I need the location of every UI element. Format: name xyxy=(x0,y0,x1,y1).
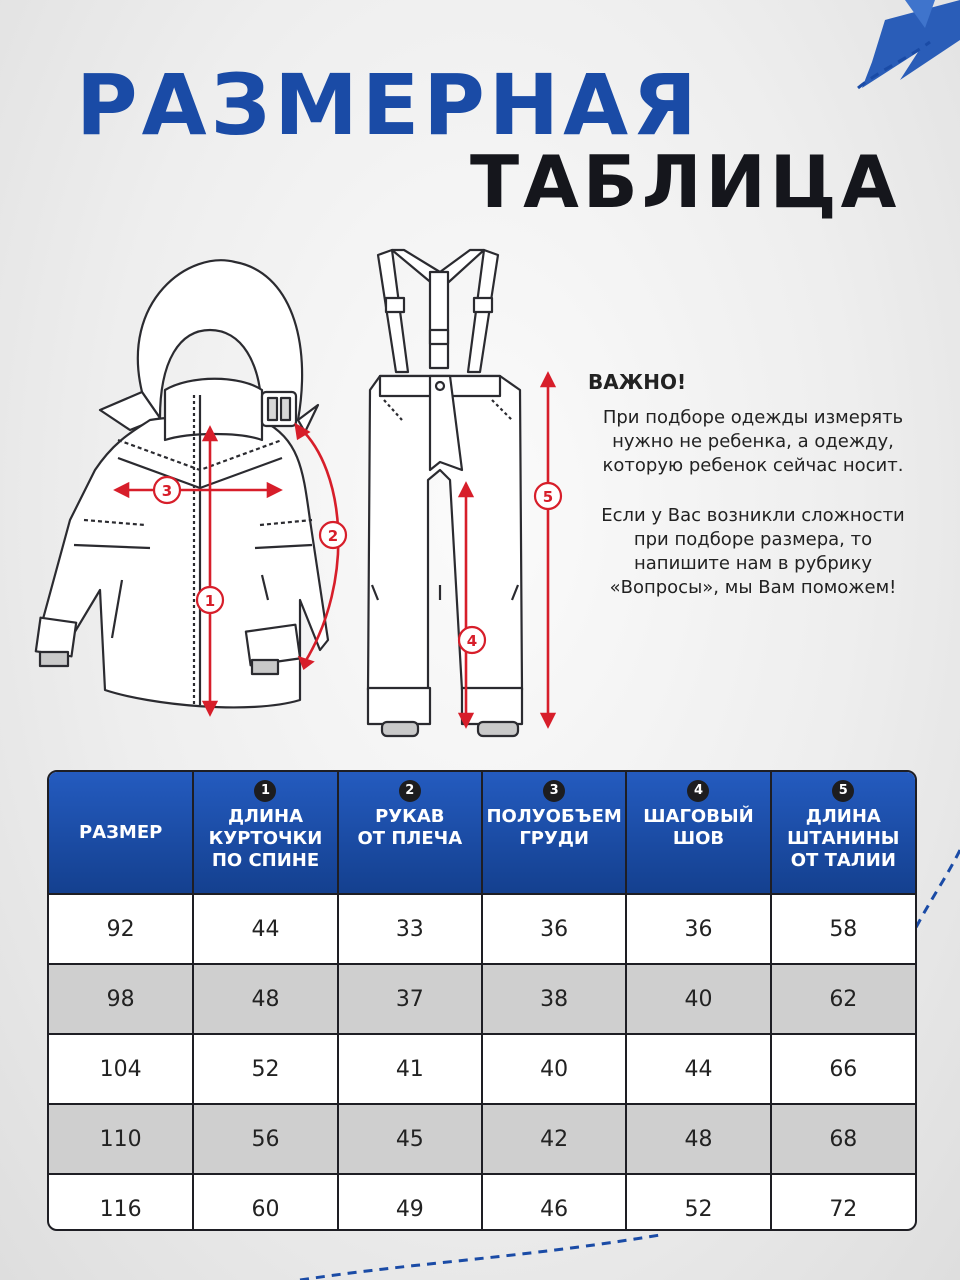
table-cell: 68 xyxy=(771,1104,915,1174)
table-header-row xyxy=(49,772,915,894)
table-cell: 52 xyxy=(626,1174,770,1231)
table-cell: 42 xyxy=(482,1104,626,1174)
table-cell: 36 xyxy=(626,894,770,964)
column-header-1: 1 ДЛИНА КУРТОЧКИ ПО СПИНЕ xyxy=(193,772,337,894)
table-cell: 46 xyxy=(482,1174,626,1231)
marker-2 xyxy=(320,522,346,548)
title-line-1: РАЗМЕРНАЯ xyxy=(76,56,701,154)
marker-3 xyxy=(154,477,180,503)
table-row xyxy=(49,1104,915,1174)
table-cell: 72 xyxy=(829,1196,858,1222)
svg-text:5: 5 xyxy=(542,488,554,506)
jacket-illustration xyxy=(36,260,328,707)
column-header-4: 4 ШАГОВЫЙ ШОВ xyxy=(626,772,770,894)
table-cell: 41 xyxy=(338,1034,482,1104)
table-cell: 56 xyxy=(193,1104,337,1174)
table-cell: 98 xyxy=(49,964,193,1034)
note-paragraph-1: При подборе одежды измерять нужно не ребенка, а одежду, которую ребенок сейчас носит. xyxy=(602,407,904,476)
column-header-2: 2 РУКАВ ОТ ПЛЕЧА xyxy=(338,772,482,894)
size-table xyxy=(47,770,917,1231)
table-cell: 40 xyxy=(626,964,770,1034)
table-cell: 36 xyxy=(482,894,626,964)
table-cell: 66 xyxy=(771,1034,915,1104)
number-badge: 4 xyxy=(687,780,709,802)
table-cell: 40 xyxy=(482,1034,626,1104)
marker-4 xyxy=(459,627,485,653)
marker-1 xyxy=(197,587,223,613)
table-cell: 52 xyxy=(193,1034,337,1104)
column-header-5: 5 ДЛИНА ШТАНИНЫ ОТ ТАЛИИ xyxy=(771,772,915,894)
table-cell: 45 xyxy=(338,1104,482,1174)
note-heading: ВАЖНО! xyxy=(588,370,687,394)
number-badge: 5 xyxy=(832,780,854,802)
number-badge: 1 xyxy=(254,780,276,802)
table-cell: 58 xyxy=(771,894,915,964)
table-cell: 62 xyxy=(771,964,915,1034)
column-header-size: РАЗМЕР xyxy=(49,772,193,894)
number-badge: 3 xyxy=(543,780,565,802)
table-cell: 92 xyxy=(49,894,193,964)
table-cell: 48 xyxy=(193,964,337,1034)
table-cell: 44 xyxy=(193,894,337,964)
table-cell: 33 xyxy=(338,894,482,964)
important-note xyxy=(583,370,923,626)
svg-text:1: 1 xyxy=(204,592,216,610)
overalls-illustration xyxy=(368,250,522,736)
title-line-2: ТАБЛИЦА xyxy=(470,140,901,224)
svg-text:2: 2 xyxy=(327,527,339,545)
table-cell: 110 xyxy=(49,1104,193,1174)
table-cell: 60 xyxy=(193,1174,337,1231)
table-cell: 37 xyxy=(338,964,482,1034)
table-row xyxy=(49,1174,915,1231)
table-cell: 38 xyxy=(482,964,626,1034)
table-row xyxy=(49,894,915,964)
marker-5 xyxy=(535,483,561,509)
column-header-3: 3 ПОЛУОБЪЕМ ГРУДИ xyxy=(482,772,626,894)
svg-text:3: 3 xyxy=(161,482,173,500)
table-cell: 48 xyxy=(626,1104,770,1174)
note-paragraph-2: Если у Вас возникли сложности при подборе размера, то напишите нам в рубрику «Вопросы», мы Вам поможем! xyxy=(601,505,905,598)
table-cell: 116 xyxy=(49,1174,193,1231)
table-cell: 49 xyxy=(338,1174,482,1231)
size-table-grid xyxy=(49,772,915,1231)
number-badge: 2 xyxy=(399,780,421,802)
table-row xyxy=(49,964,915,1034)
table-row xyxy=(49,1034,915,1104)
table-cell: 104 xyxy=(49,1034,193,1104)
table-cell: 44 xyxy=(626,1034,770,1104)
svg-text:4: 4 xyxy=(466,632,478,650)
